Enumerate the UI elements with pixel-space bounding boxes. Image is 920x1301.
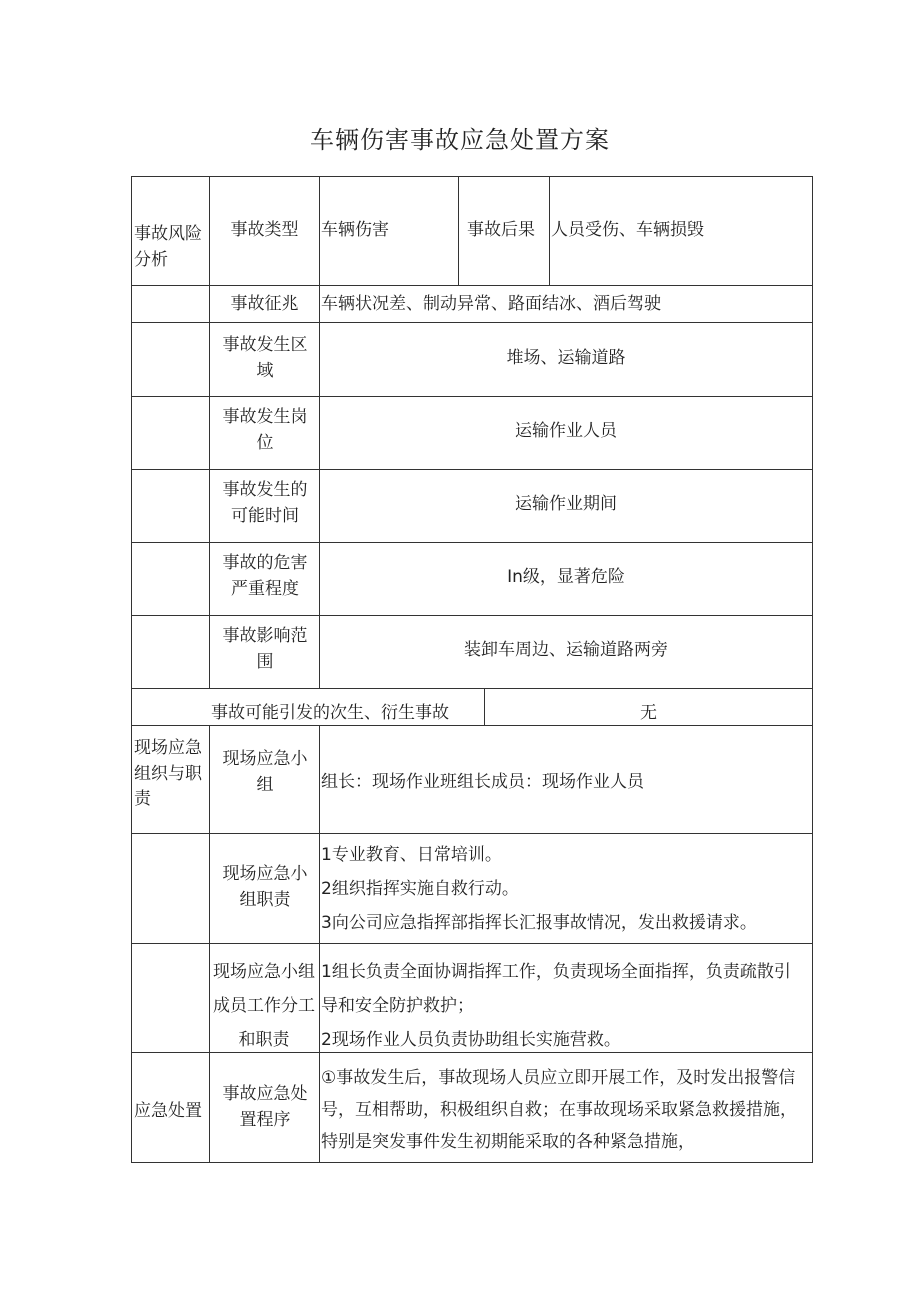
accident-scope-value: 装卸车周边、运输道路两旁 [464,640,668,660]
team-duty-label: 现场应急小组职责 [222,864,308,910]
accident-sign-label: 事故征兆 [230,294,299,314]
accident-consequence-value: 人员受伤、车辆损毁 [551,220,704,240]
emergency-team-label: 现场应急小组 [222,749,308,795]
accident-type-value: 车辆伤害 [321,220,389,240]
response-label: 应急处置 [134,1101,202,1121]
team-division-item: 2现场作业人员负责协助组长实施营救。 [321,1030,621,1050]
team-duty-item: 1专业教育、日常培训。 [321,845,502,865]
risk-analysis-label: 事故风险分析 [134,224,202,270]
accident-severity-value: In级，显著危险 [507,567,625,587]
accident-severity-label: 事故的危害严重程度 [222,553,308,599]
team-division-label: 现场应急小组成员工作分工和职责 [213,962,315,1050]
procedure-text: ①事故发生后，事故现场人员应立即开展工作，及时发出报警信号，互相帮助，积极组织自救；在事故现场采取紧急救援措施，特别是突发事件发生初期能采取的各种紧急措施， [321,1068,797,1152]
accident-type-label: 事故类型 [230,220,299,240]
procedure-label: 事故应急处置程序 [222,1084,308,1130]
accident-post-label: 事故发生岗位 [222,407,308,453]
team-duty-item: 2组织指挥实施自救行动。 [321,879,519,899]
accident-scope-label: 事故影响范围 [222,626,308,672]
accident-area-label: 事故发生区域 [222,335,308,381]
organization-label: 现场应急组织与职责 [134,738,202,809]
team-duty-item: 3向公司应急指挥部指挥长汇报事故情况，发出救援请求。 [321,913,757,933]
accident-area-value: 堆场、运输道路 [506,348,626,368]
page-title: 车辆伤害事故应急处置方案 [310,126,610,154]
emergency-team-value: 组长：现场作业班组长成员：现场作业人员 [321,772,644,792]
accident-consequence-label: 事故后果 [467,220,535,240]
accident-sign-value: 车辆状况差、制动异常、路面结冰、酒后驾驶 [321,294,661,314]
secondary-accident-label: 事故可能引发的次生、衍生事故 [211,703,449,723]
team-division-item: 1组长负责全面协调指挥工作，负责现场全面指挥，负责疏散引导和安全防护救护； [321,962,791,1016]
secondary-accident-value: 无 [640,703,657,723]
accident-time-label: 事故发生的可能时间 [222,480,308,526]
accident-post-value: 运输作业人员 [515,421,617,441]
accident-time-value: 运输作业期间 [515,494,617,514]
